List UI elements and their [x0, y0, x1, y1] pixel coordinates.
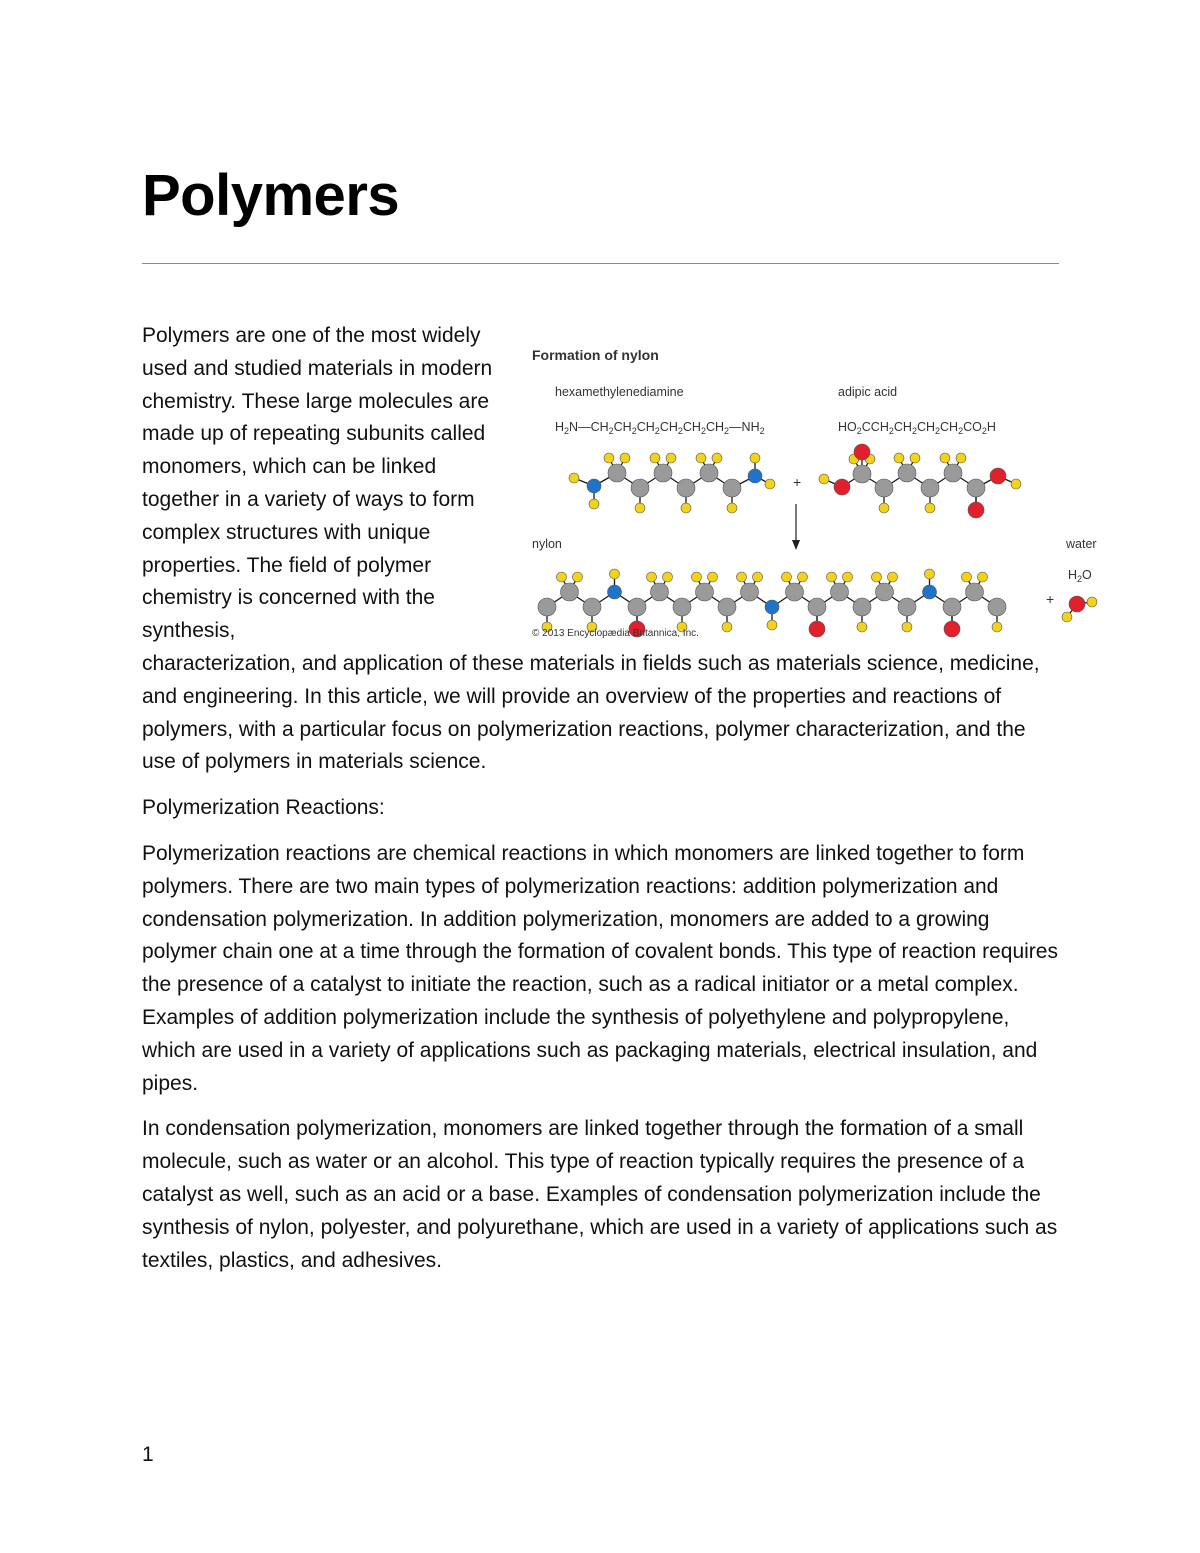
- condensation-polymerization-paragraph: In condensation polymerization, monomers are linked together through the formation of a small molecule, such as water or an alcohol. This type of reaction typically requires the presence of a catalyst as well, such as an acid or a base. Examples of condensation polymerization include the synthesis of nylon, polyester, and polyurethane, which are used in a variety of applications such as textiles, plastics, and adhesives.: [142, 1117, 1058, 1272]
- figure-title: Formation of nylon: [532, 347, 659, 363]
- title-divider: [142, 263, 1059, 264]
- left-monomer-label: hexamethylenediamine: [555, 385, 684, 399]
- article-body: [142, 320, 1062, 1277]
- product-label: nylon: [532, 537, 562, 551]
- left-monomer-formula: $H_2N—CH_2CH_2CH_2CH_2CH_2CH_2—NH_2$: [555, 420, 765, 436]
- figure-copyright: © 2013 Encyclopædia Britannica, Inc.: [532, 628, 699, 639]
- addition-polymerization-paragraph: Polymerization reactions are chemical reactions in which monomers are linked together to form polymers. There are two main types of polymerization reactions: addition polymerization and condensation polymerization. In addition polymerization, monomers are added to a growing polymer chain one at a time through the formation of covalent bonds. This type of reaction requires the presence of a catalyst to initiate the reaction, such as a radical initiator or a metal complex. Examples of addition polymerization include the synthesis of polyethylene and polypropylene, which are used in a variety of applications such as packaging materials, electrical insulation, and pipes.: [142, 841, 1058, 1095]
- page-title: Polymers: [142, 163, 400, 228]
- right-monomer-formula: $HO_2CCH_2CH_2CH_2CH_2CO_2H$: [838, 420, 996, 436]
- hydrogen-atom: [1087, 597, 1097, 607]
- page-number: 1: [142, 1443, 154, 1466]
- intro-paragraph-wrapped: Polymers are one of the most widely used and studied materials in modern chemistry. These large molecules are made up of repeating subunits called monomers, which can be linked together in a variety of ways to form complex structures with unique properties. The field of polymer chemistry is concerned with the synthesis,: [142, 324, 493, 643]
- hydrogen-atom: [1062, 612, 1072, 622]
- water-formula: $H_2O$: [1068, 568, 1092, 584]
- oxygen-atom: [1069, 596, 1085, 612]
- section-heading: Polymerization Reactions:: [142, 796, 385, 820]
- products-plus-sign: +: [1046, 591, 1055, 607]
- reactants-plus-sign: +: [793, 474, 802, 490]
- intro-paragraph-continued: characterization, and application of these materials in fields such as materials science, medicine, and engineering. In this article, we will provide an overview of the properties and reactions of polymers, with a particular focus on polymerization reactions, polymer characterization, and the use of polymers in materials science.: [142, 651, 1040, 774]
- right-monomer-label: adipic acid: [838, 385, 898, 399]
- byproduct-label: water: [1066, 537, 1097, 551]
